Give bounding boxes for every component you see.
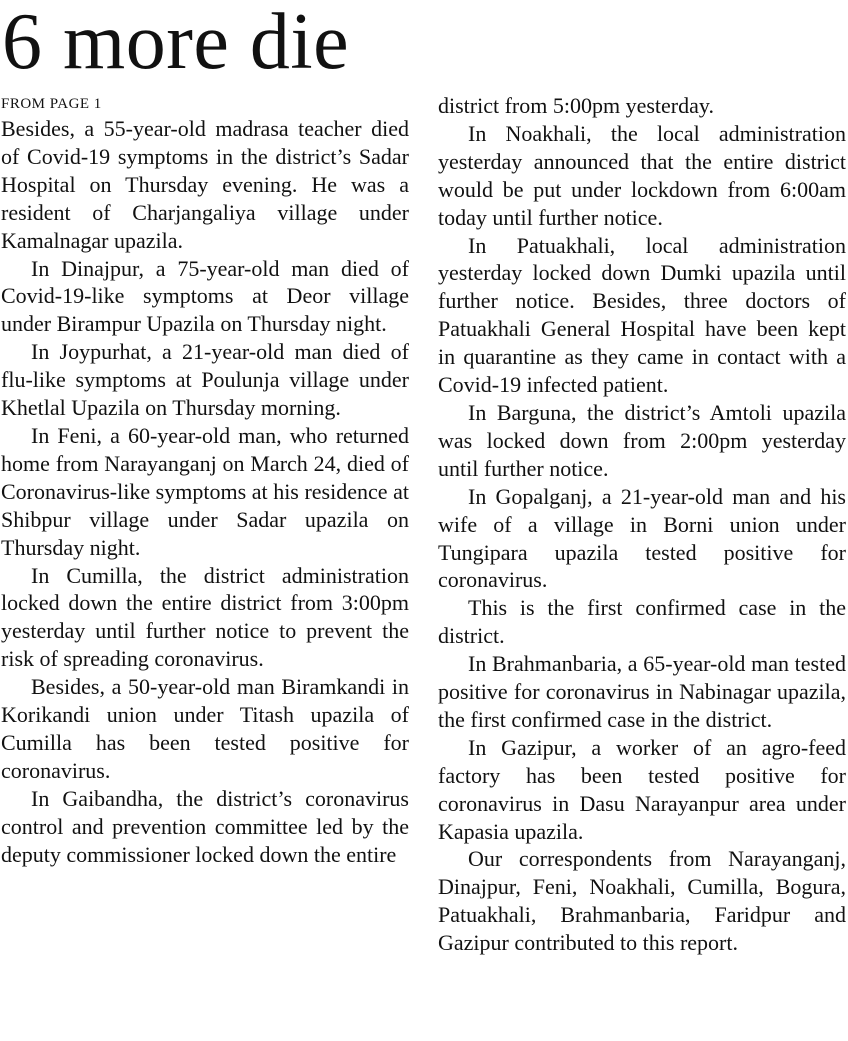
paragraph: Besides, a 55-year-old madrasa teacher died of Covid-19 symptoms in the district’s Sadar Hospital on Thursday evening. He was a resident of Charjangaliya village under Kamalnagar upazila. xyxy=(1,116,409,253)
headline: 6 more die xyxy=(2,0,350,86)
paragraph: In Cumilla, the district administration locked down the entire district from 3:00pm yesterday until further notice to prevent the risk of spreading coronavirus. xyxy=(1,562,409,672)
paragraph: district from 5:00pm yesterday. xyxy=(438,93,714,118)
paragraph: In Brahmanbaria, a 65-year-old man tested positive for coronavirus in Nabinagar upazila, the first confirmed case in the district. xyxy=(438,651,846,732)
paragraph: In Gazipur, a worker of an agro-feed factory has been tested positive for coronavirus in Dasu Narayanpur area under Kapasia upazila. xyxy=(438,734,846,844)
left-column xyxy=(1,93,409,868)
paragraph: In Noakhali, the local administration yesterday announced that the entire district would be put under lockdown from 6:00am today until further notice. xyxy=(438,120,846,230)
continuation-kicker: FROM PAGE 1 xyxy=(1,96,102,112)
paragraph: In Dinajpur, a 75-year-old man died of Covid-19-like symptoms at Deor village under Birampur Upazila on Thursday night. xyxy=(1,255,409,337)
paragraph: In Gopalganj, a 21-year-old man and his wife of a village in Borni union under Tungipara upazila tested positive for coronavirus. xyxy=(438,483,846,593)
paragraph: In Gaibandha, the district’s coronavirus control and prevention committee led by the deputy commissioner locked down the entire xyxy=(1,785,409,867)
paragraph: Besides, a 50-year-old man Biramkandi in Korikandi union under Titash upazila of Cumilla has been tested positive for coronavirus. xyxy=(1,674,409,783)
paragraph: In Feni, a 60-year-old man, who returned home from Narayanganj on March 24, died of Coronavirus-like symptoms at his residence at Shibpur village under Sadar upazila on Thursday night. xyxy=(1,422,409,560)
paragraph: In Barguna, the district’s Amtoli upazila was locked down from 2:00pm yesterday until further notice. xyxy=(438,399,846,481)
paragraph: In Joypurhat, a 21-year-old man died of flu-like symptoms at Poulunja village under Khetlal Upazila on Thursday morning. xyxy=(1,339,409,421)
paragraph: Our correspondents from Narayanganj, Dinajpur, Feni, Noakhali, Cumilla, Bogura, Patuakhali, Brahmanbaria, Faridpur and Gazipur contributed to this report. xyxy=(438,846,846,956)
paragraph: In Patuakhali, local administration yesterday locked down Dumki upazila until further notice. Besides, three doctors of Patuakhali General Hospital have been kept in quarantine as they came in contact with a Covid-19 infected patient. xyxy=(438,232,846,398)
right-column xyxy=(438,92,846,957)
paragraph: This is the first confirmed case in the district. xyxy=(438,595,846,649)
